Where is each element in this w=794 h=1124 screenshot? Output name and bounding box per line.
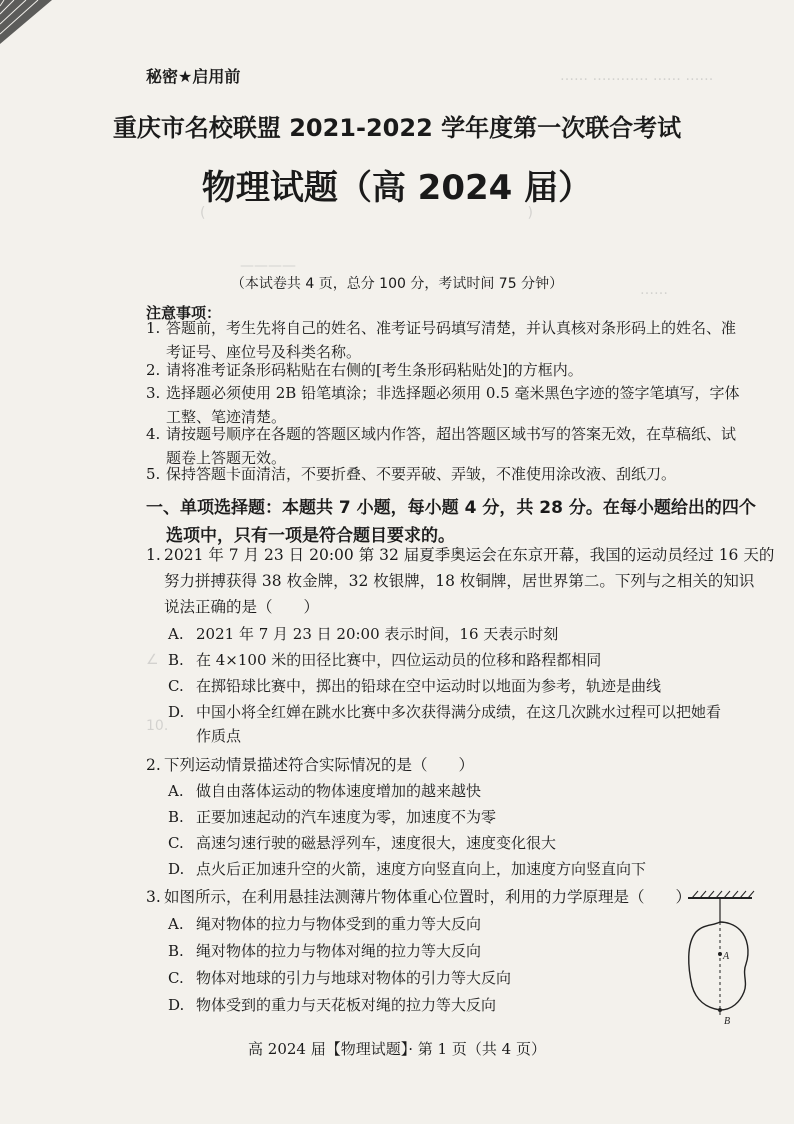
note-number: 1.	[146, 319, 161, 337]
section-heading-line: 选项中，只有一项是符合题目要求的。	[166, 526, 455, 546]
exam-info: （本试卷共 4 页，总分 100 分，考试时间 75 分钟）	[230, 276, 564, 292]
note-text: 保持答题卡面清洁，不要折叠、不要弄破、弄皱，不准使用涂改液、刮纸刀。	[166, 465, 677, 483]
question-number: 3.	[146, 888, 161, 906]
question-3-option-d[interactable]	[168, 993, 688, 1017]
question-2-option-a[interactable]	[168, 779, 778, 803]
point-a-label: A	[723, 951, 730, 962]
note-number: 5.	[146, 465, 161, 483]
bleed-through-text: ( )	[200, 205, 533, 221]
page-footer: 高 2024 届【物理试题】· 第 1 页（共 4 页）	[248, 1040, 546, 1058]
question-2-option-c[interactable]	[168, 831, 778, 855]
note-text: 工整、笔迹清楚。	[166, 408, 287, 426]
point-b-label: B	[724, 1016, 731, 1027]
option-text: 正要加速起动的汽车速度为零，加速度不为零	[196, 808, 497, 826]
question-2-option-b[interactable]	[168, 805, 778, 829]
thin-plate-outline	[689, 922, 748, 1010]
note-text: 请将准考证条形码粘贴在右侧的[考生条形码粘贴处]的方框内。	[166, 361, 583, 379]
question-2-option-d[interactable]	[168, 857, 778, 881]
option-text: 绳对物体的拉力与物体受到的重力等大反向	[196, 915, 482, 933]
note-item	[146, 462, 776, 486]
option-text: 点火后正加速升空的火箭，速度方向竖直向上，加速度方向竖直向下	[196, 860, 647, 878]
option-label: B.	[168, 808, 184, 826]
question-text: 下列运动情景描述符合实际情况的是（ ）	[164, 756, 475, 774]
option-text: 物体对地球的引力与地球对物体的引力等大反向	[196, 969, 512, 987]
question-1-option-a[interactable]	[168, 622, 778, 646]
option-label: D.	[168, 703, 185, 721]
note-item	[146, 358, 776, 382]
exam-title: 重庆市名校联盟 2021-2022 学年度第一次联合考试	[112, 114, 682, 142]
option-label: B.	[168, 651, 184, 669]
note-text: 考证号、座位号及科类名称。	[166, 343, 362, 361]
ceiling-hatching	[692, 891, 754, 898]
option-label: D.	[168, 996, 185, 1014]
option-text: 2021 年 7 月 23 日 20:00 表示时间，16 天表示时刻	[196, 625, 559, 643]
note-text: 选择题必须使用 2B 铅笔填涂；非选择题必须用 0.5 毫米黑色字迹的签字笔填写，字体	[166, 384, 740, 402]
option-label: C.	[168, 834, 184, 852]
option-text: 在 4×100 米的田径比赛中，四位运动员的位移和路程都相同	[196, 651, 602, 669]
question-text: 说法正确的是（ ）	[164, 598, 320, 616]
point-b-marker	[718, 1008, 722, 1012]
option-label: A.	[168, 625, 184, 643]
note-text: 请按题号顺序在各题的答题区域内作答，超出答题区域书写的答案无效，在草稿纸、试	[166, 425, 737, 443]
question-1-stem	[146, 542, 776, 620]
question-3-option-c[interactable]	[168, 966, 688, 990]
note-item	[146, 316, 776, 364]
question-1-option-d[interactable]	[168, 700, 778, 748]
note-text: 答题前，考生先将自己的姓名、准考证号码填写清楚，并认真核对条形码上的姓名、准	[166, 319, 737, 337]
question-number: 2.	[146, 756, 161, 774]
option-label: A.	[168, 915, 184, 933]
confidential-label: 秘密★启用前	[146, 67, 241, 86]
scan-corner-mark	[0, 0, 60, 50]
question-text: 2021 年 7 月 23 日 20:00 第 32 届夏季奥运会在东京开幕，我国的运动员经过 16 天的	[164, 546, 775, 564]
option-text: 做自由落体运动的物体速度增加的越来越快	[196, 782, 482, 800]
note-number: 3.	[146, 384, 161, 402]
option-label: A.	[168, 782, 184, 800]
option-label: C.	[168, 969, 184, 987]
note-text: 题卷上答题无效。	[166, 449, 287, 467]
exam-subtitle: 物理试题（高 2024 届）	[201, 168, 593, 208]
option-label: D.	[168, 860, 185, 878]
point-a-marker	[718, 952, 722, 956]
question-text: 如图所示，在利用悬挂法测薄片物体重心位置时，利用的力学原理是（ ）	[164, 888, 692, 906]
bleed-through-text: ∠	[146, 652, 159, 668]
bleed-through-text: …… ………… …… ……	[560, 68, 714, 84]
question-1-option-c[interactable]	[168, 674, 778, 698]
note-number: 4.	[146, 425, 161, 443]
question-text: 努力拼搏获得 38 枚金牌，32 枚银牌，18 枚铜牌，居世界第二。下列与之相关的知识	[164, 572, 755, 590]
question-3-option-b[interactable]	[168, 939, 688, 963]
question-3-option-a[interactable]	[168, 912, 688, 936]
bleed-through-text: ————	[240, 258, 296, 274]
bleed-through-text: ……	[640, 282, 668, 298]
option-text: 中国小将全红婵在跳水比赛中多次获得满分成绩，在这几次跳水过程可以把她看	[196, 703, 722, 721]
question-2-stem	[146, 752, 776, 778]
option-label: C.	[168, 677, 184, 695]
option-text: 物体受到的重力与天花板对绳的拉力等大反向	[196, 996, 497, 1014]
notes-heading: 注意事项：	[146, 304, 222, 322]
note-number: 2.	[146, 361, 161, 379]
option-text: 作质点	[196, 727, 242, 745]
option-label: B.	[168, 942, 184, 960]
question-number: 1.	[146, 546, 161, 564]
suspended-plate-figure	[682, 890, 762, 1030]
option-text: 高速匀速行驶的磁悬浮列车，速度很大，速度变化很大	[196, 834, 557, 852]
bleed-through-text: 10.	[146, 718, 169, 734]
section-heading-line: 一、单项选择题：本题共 7 小题，每小题 4 分，共 28 分。在每小题给出的四个	[146, 498, 756, 518]
question-1-option-b[interactable]	[168, 648, 778, 672]
option-text: 在掷铅球比赛中，掷出的铅球在空中运动时以地面为参考，轨迹是曲线	[196, 677, 662, 695]
option-text: 绳对物体的拉力与物体对绳的拉力等大反向	[196, 942, 482, 960]
